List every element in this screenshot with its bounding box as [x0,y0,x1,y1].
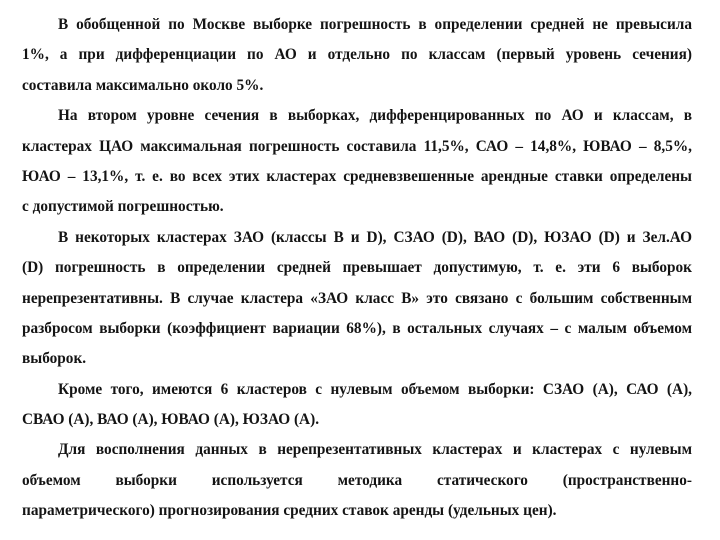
text-line: СВАО (А), ВАО (А), ЮВАО (А), ЮЗАО (А). [22,411,320,429]
text-line: На втором уровне сечения в выборках, дифференцированных по АО и классам, в [58,107,692,125]
paragraph-1 [22,10,692,101]
text-line: нерепрезентативны. В случае кластера «ЗАО класс B» это связано с большим собственным [22,289,692,307]
text-line: составила максимально около 5%. [22,76,264,94]
paragraph-2 [22,101,692,223]
text-line: с допустимой погрешностью. [22,198,224,216]
text-line: 1%, а при дифференциации по АО и отдельно по классам (первый уровень сечения) [22,46,692,64]
text-line: объемом выборки используется методика статического (пространственно- [22,471,692,489]
text-line: (D) погрешность в определении средней превышает допустимую, т. е. эти 6 выборок [22,259,692,277]
paragraph-5 [22,435,692,526]
paragraph-4 [22,375,692,436]
text-line: Для восполнения данных в нерепрезентативных кластерах и кластерах с нулевым [58,441,692,459]
text-line: разбросом выборки (коэффициент вариации 68%), в остальных случаях – с малым объемом [22,319,692,337]
document-page [22,10,692,527]
text-line: кластерах ЦАО максимальная погрешность составила 11,5%, САО – 14,8%, ЮВАО – 8,5%, [22,137,692,155]
text-line: выборок. [22,350,87,368]
paragraph-3 [22,223,692,375]
text-line: В некоторых кластерах ЗАО (классы B и D), СЗАО (D), ВАО (D), ЮЗАО (D) и Зел.АО [58,228,692,246]
text-line: В обобщенной по Москве выборке погрешность в определении средней не превысила [58,16,692,33]
text-line: Кроме того, имеются 6 кластеров с нулевым объемом выборки: СЗАО (А), САО (А), [58,380,692,398]
text-line: параметрического) прогнозирования средних ставок аренды (удельных цен). [22,502,557,520]
text-line: ЮАО – 13,1%, т. е. во всех этих кластерах средневзвешенные арендные ставки определены [22,167,692,185]
